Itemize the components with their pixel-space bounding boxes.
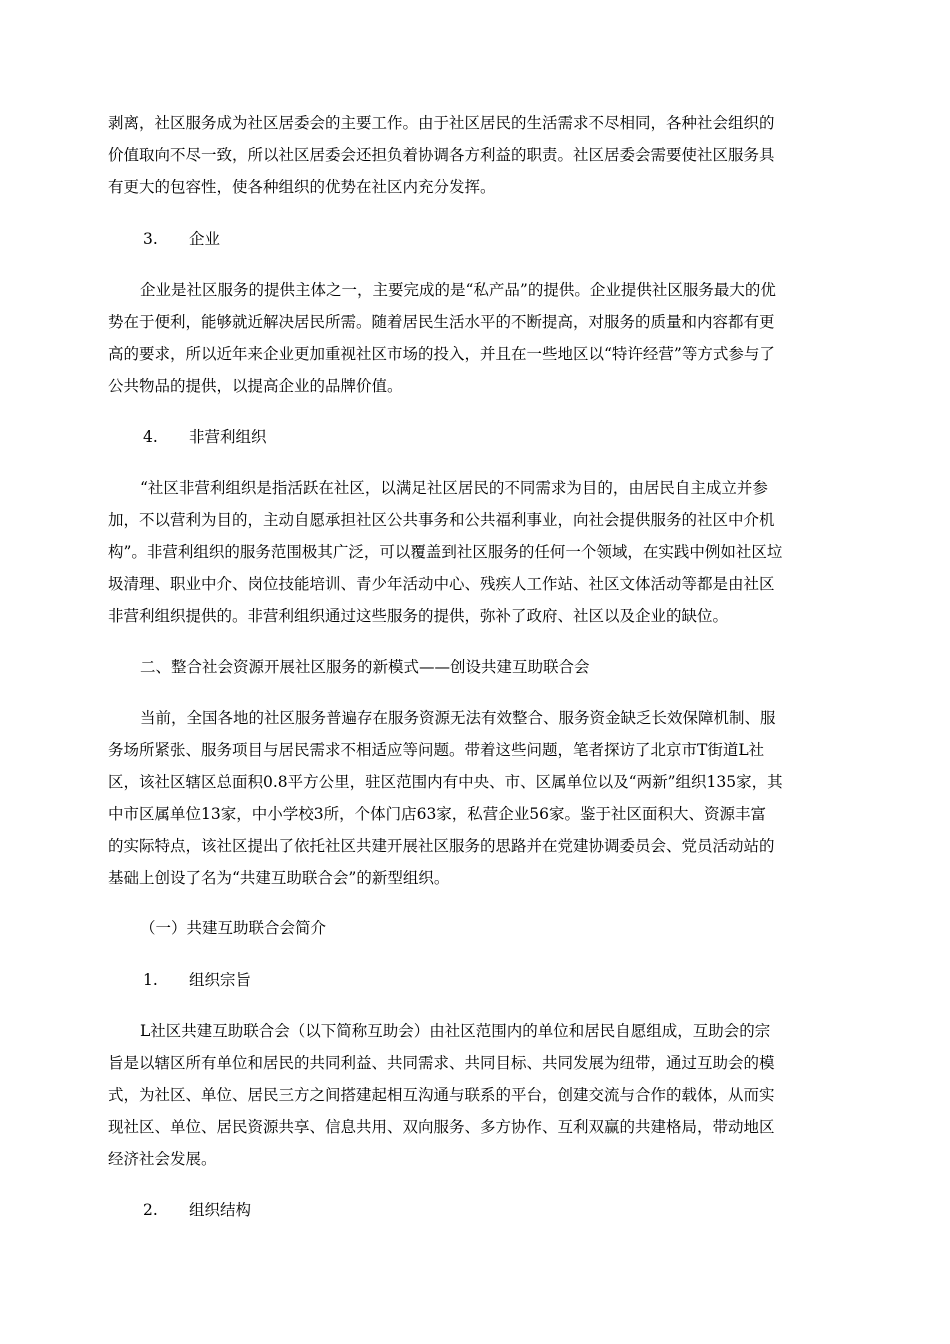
heading-title: 非营利组织 <box>189 428 267 446</box>
paragraph-line: L社区共建互助联合会（以下简称互助会）由社区范围内的单位和居民自愿组成，互助会的宗 <box>140 1022 771 1040</box>
paragraph-line: 当前，全国各地的社区服务普遍存在服务资源无法有效整合、服务资金缺乏长效保障机制、服 <box>140 709 776 727</box>
heading-title: 组织宗旨 <box>189 971 252 989</box>
paragraph-line: 旨是以辖区所有单位和居民的共同利益、共同需求、共同目标、共同发展为纽带，通过互助会的模 <box>108 1054 775 1072</box>
section-heading: 二、整合社会资源开展社区服务的新模式——创设共建互助联合会 <box>140 658 590 676</box>
paragraph-line: 区，该社区辖区总面积0.8平方公里，驻区范围内有中央、市、区属单位以及“两新”组织135家，其 <box>108 773 783 791</box>
paragraph-line: 高的要求，所以近年来企业更加重视社区市场的投入，并且在一些地区以“特许经营”等方式参与了 <box>108 345 775 363</box>
heading-title: 企业 <box>189 230 221 248</box>
paragraph-line: “社区非营利组织是指活跃在社区，以满足社区居民的不同需求为目的，由居民自主成立并参 <box>140 479 768 497</box>
paragraph-line: 现社区、单位、居民资源共享、信息共用、双向服务、多方协作、互利双赢的共建格局，带动地区 <box>108 1118 775 1136</box>
heading-number: 4. <box>143 428 158 446</box>
paragraph-line: 势在于便利，能够就近解决居民所需。随着居民生活水平的不断提高，对服务的质量和内容都有更 <box>108 313 775 331</box>
paragraph-line: 经济社会发展。 <box>108 1150 217 1168</box>
paragraph-line: 构”。非营利组织的服务范围极其广泛，可以覆盖到社区服务的任何一个领域，在实践中例如社区垃 <box>108 543 783 561</box>
subsection-heading: （一）共建互助联合会简介 <box>140 919 327 937</box>
heading-number: 1. <box>143 971 158 989</box>
paragraph-line: 企业是社区服务的提供主体之一，主要完成的是“私产品”的提供。企业提供社区服务最大的优 <box>140 281 776 299</box>
paragraph-line: 加，不以营利为目的，主动自愿承担社区公共事务和公共福利事业，向社会提供服务的社区中介机 <box>108 511 775 529</box>
paragraph-line: 剥离，社区服务成为社区居委会的主要工作。由于社区居民的生活需求不尽相同，各种社会组织的 <box>108 114 775 132</box>
paragraph-line: 公共物品的提供，以提高企业的品牌价值。 <box>108 377 403 395</box>
paragraph-line: 中市区属单位13家，中小学校3所，个体门店63家，私营企业56家。鉴于社区面积大、资源丰富 <box>108 805 767 823</box>
heading-title: 组织结构 <box>189 1201 252 1219</box>
paragraph-line: 非营利组织提供的。非营利组织通过这些服务的提供，弥补了政府、社区以及企业的缺位。 <box>108 607 729 625</box>
paragraph-line: 基础上创设了名为“共建互助联合会”的新型组织。 <box>108 869 450 887</box>
heading-number: 2. <box>143 1201 158 1219</box>
paragraph-line: 圾清理、职业中介、岗位技能培训、青少年活动中心、残疾人工作站、社区文体活动等都是由社区 <box>108 575 775 593</box>
paragraph-line: 有更大的包容性，使各种组织的优势在社区内充分发挥。 <box>108 178 496 196</box>
paragraph-line: 的实际特点，该社区提出了依托社区共建开展社区服务的思路并在党建协调委员会、党员活动站的 <box>108 837 775 855</box>
paragraph-line: 务场所紧张、服务项目与居民需求不相适应等问题。带着这些问题，笔者探访了北京市T街道L社 <box>108 741 765 759</box>
paragraph-line: 式，为社区、单位、居民三方之间搭建起相互沟通与联系的平台，创建交流与合作的载体，从而实 <box>108 1086 775 1104</box>
heading-number: 3. <box>143 230 158 248</box>
paragraph-line: 价值取向不尽一致，所以社区居委会还担负着协调各方利益的职责。社区居委会需要使社区服务具 <box>108 146 775 164</box>
